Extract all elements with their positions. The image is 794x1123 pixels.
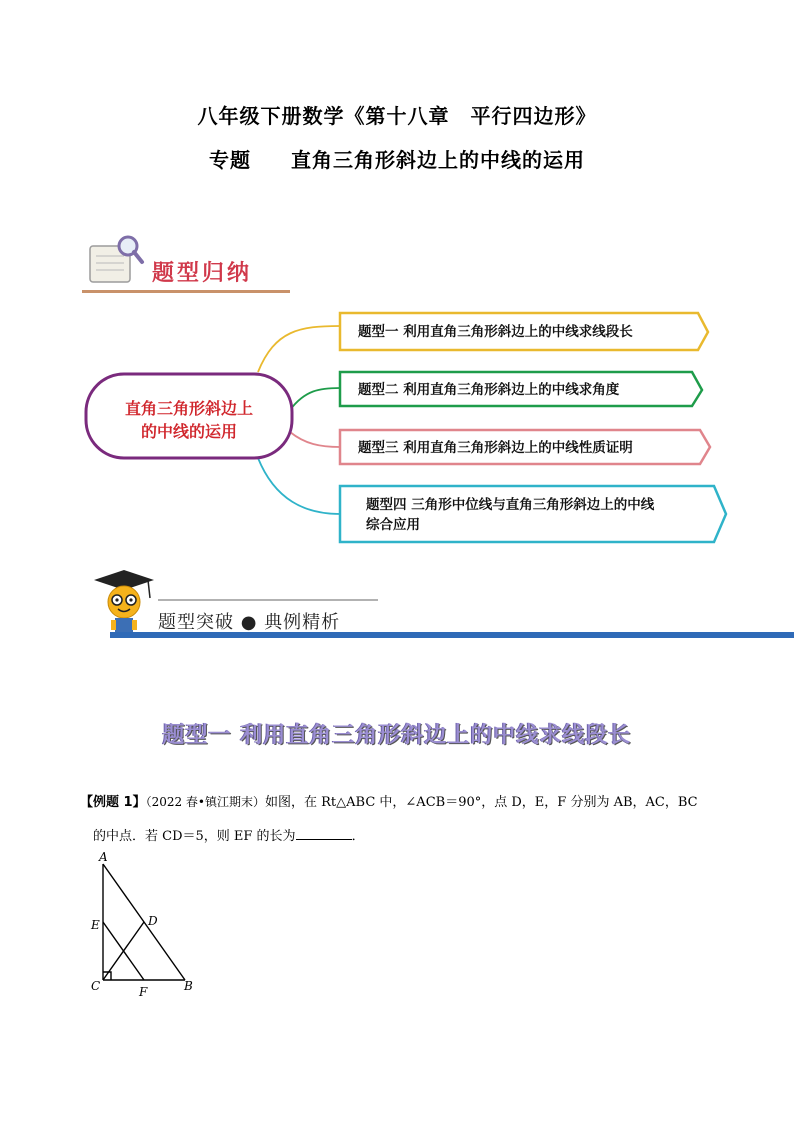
label-D: D — [148, 914, 158, 928]
label-C: C — [91, 979, 101, 993]
section-heading: 题型一 利用直角三角形斜边上的中线求线段长 — [162, 723, 632, 748]
document-subtitle — [0, 144, 794, 173]
notebook-magnifier-icon — [90, 237, 142, 282]
example-source: （2022 春•镇江期末） — [145, 795, 266, 809]
label-B: B — [184, 979, 193, 993]
example-text-2: 的中点．若 CD＝5，则 EF 的长为 — [93, 829, 296, 844]
example-text-1: 如图，在 Rt△ABC 中，∠ACB＝90°，点 D，E，F 分别为 AB，AC，BC — [265, 795, 698, 810]
triangle-figure — [88, 850, 208, 1000]
branch-label-4-line2: 综合应用 — [366, 517, 420, 533]
subtitle-main: 直角三角形斜边上的中线的运用 — [291, 148, 585, 172]
center-line-1: 直角三角形斜边上 — [124, 399, 253, 418]
branch-label-1: 题型一 利用直角三角形斜边上的中线求线段长 — [358, 324, 633, 340]
label-F: F — [139, 985, 148, 999]
branch-label-3: 题型三 利用直角三角形斜边上的中线性质证明 — [358, 440, 633, 456]
label-E: E — [91, 918, 100, 932]
subtitle-prefix: 专题 — [209, 148, 251, 172]
document-title: 八年级下册数学《第十八章 平行四边形》 — [197, 104, 597, 128]
branch-label-4 — [366, 495, 654, 535]
center-line-2: 的中线的运用 — [140, 422, 237, 441]
answer-blank[interactable] — [296, 827, 352, 840]
mindmap-center-label — [94, 397, 284, 443]
summary-banner-label: 题型归纳 — [152, 261, 253, 286]
branch-label-4-line1: 题型四 三角形中位线与直角三角形斜边上的中线 — [366, 497, 655, 513]
example-label: 【例题 1】 — [80, 795, 146, 810]
example-text-2-end: ． — [351, 829, 365, 844]
branch-label-2: 题型二 利用直角三角形斜边上的中线求角度 — [358, 382, 620, 398]
example-1-line-1 — [80, 791, 698, 810]
example-1-line-2 — [93, 825, 365, 844]
label-A: A — [99, 850, 108, 864]
breakthrough-banner-label: 题型突破 ● 典例精析 — [158, 612, 341, 633]
graduate-mascot-icon — [94, 570, 154, 632]
